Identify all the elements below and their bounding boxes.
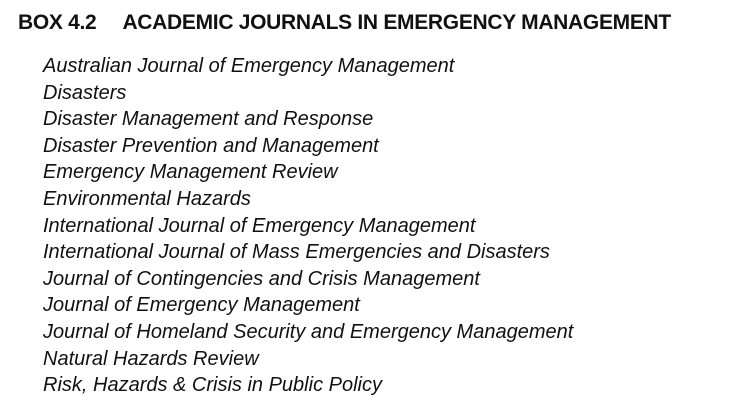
journal-item: Natural Hazards Review (43, 347, 259, 370)
journal-item: Journal of Emergency Management (43, 294, 360, 317)
journal-item: Risk, Hazards & Crisis in Public Policy (43, 374, 382, 397)
journal-item: Australian Journal of Emergency Management (43, 55, 455, 77)
box-number: BOX 4.2 (18, 11, 97, 34)
journal-item: Disaster Management and Response (43, 108, 374, 131)
journal-list (43, 53, 573, 399)
journal-item: Disasters (43, 81, 127, 104)
journal-item: Disaster Prevention and Management (43, 134, 379, 157)
journal-item: International Journal of Emergency Management (43, 214, 476, 237)
journal-item: Journal of Homeland Security and Emergency Management (43, 320, 574, 343)
box-title: ACADEMIC JOURNALS IN EMERGENCY MANAGEMENT (122, 11, 671, 34)
journal-item: Emergency Management Review (43, 161, 338, 184)
journal-item: Journal of Contingencies and Crisis Management (43, 267, 480, 290)
journal-item: International Journal of Mass Emergencies and Disasters (43, 241, 550, 264)
journal-item: Environmental Hazards (43, 187, 251, 210)
box-heading (18, 8, 671, 38)
